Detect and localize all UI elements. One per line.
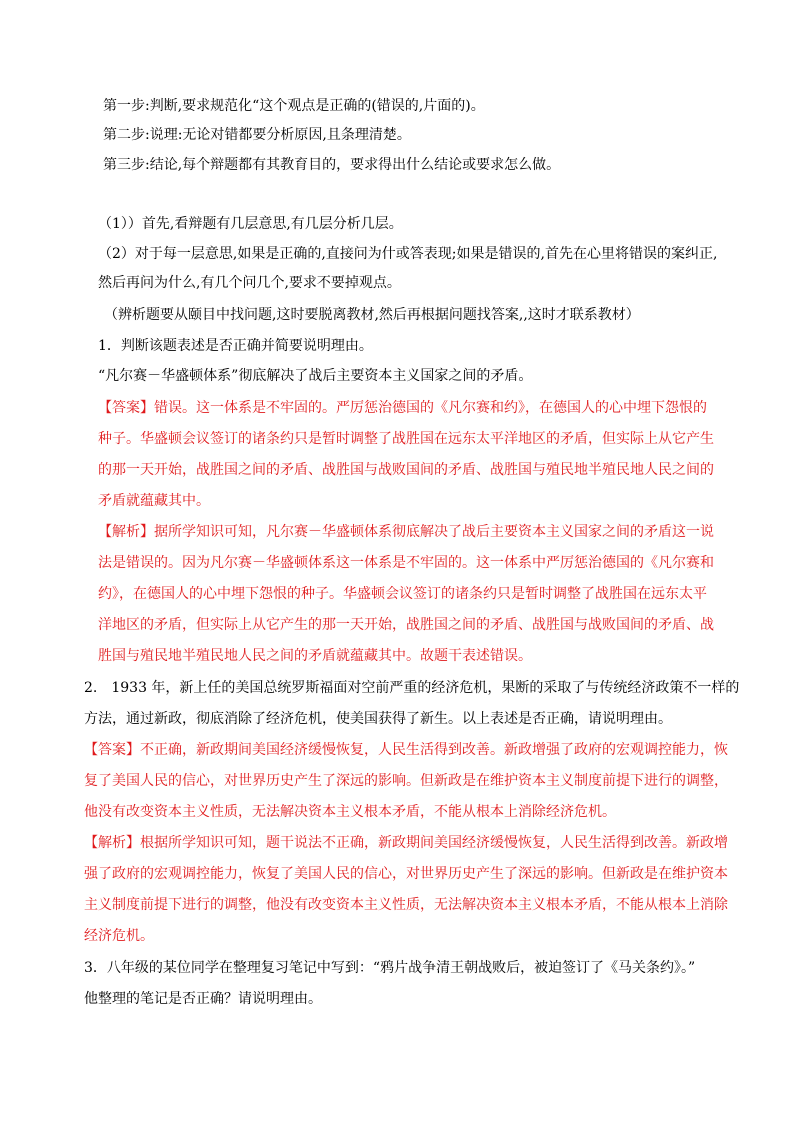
intro-tip-2: （2）对于每一层意思,如果是正确的,直接问为什或答表现;如果是错误的,首先在心里将错误的案纠正, [98, 246, 718, 262]
q1-answer-line-1: 【答案】错误。这一体系是不牢固的。严厉惩治德国的《凡尔赛和约》，在德国人的心中埋下怨恨的 [98, 400, 707, 416]
q2-analysis-line-4: 经济危机。 [84, 928, 154, 944]
q2-answer-line-2: 复了美国人民的信心，对世界历史产生了深远的影响。但新政是在维护资本主义制度前提下进行的调整， [84, 773, 728, 789]
q1-prompt: 1．判断该题表述是否正确并简要说明理由。 [98, 338, 373, 354]
q2-statement-line-1: 2. 1933 年，新上任的美国总统罗斯福面对空前严重的经济危机，果断的采取了与传统经济政策不一样的 [84, 680, 740, 696]
q1-analysis-line-3: 约》，在德国人的心中埋下怨恨的种子。华盛顿会议签订的诸条约只是暂时调整了战胜国在远东太平 [98, 586, 707, 602]
q2-analysis-line-2: 强了政府的宏观调控能力，恢复了美国人民的信心，对世界历史产生了深远的影响。但新政是在维护资本 [84, 866, 728, 882]
intro-step-2: 第二步:说理:无论对错都要分析原因,且条理清楚。 [103, 127, 411, 143]
q1-analysis-line-2: 法是错误的。因为凡尔赛－华盛顿体系这一体系是不牢固的。这一体系中严厉惩治德国的《凡尔赛和 [98, 555, 714, 571]
q3-statement-line-1: 3．八年级的某位同学在整理复习笔记中写到：“鸦片战争清王朝战败后，被迫签订了《马关条约》。” [84, 960, 696, 976]
q1-answer-line-3: 的那一天开始，战胜国之间的矛盾、战胜国与战败国间的矛盾、战胜国与殖民地半殖民地人民之间的 [98, 462, 714, 478]
q1-analysis-line-4: 洋地区的矛盾，但实际上从它产生的那一天开始，战胜国之间的矛盾、战胜国与战败国间的矛盾、战 [98, 617, 714, 633]
q2-answer-line-3: 他没有改变资本主义性质，无法解决资本主义根本矛盾，不能从根本上消除经济危机。 [84, 804, 616, 820]
intro-step-1: 第一步:判断,要求规范化“这个观点是正确的(错误的,片面的)。 [103, 98, 485, 114]
intro-tip-4: （辨析题要从颐目中找问题,这时要脱离教材,然后再根据问题找答案,,这时才联系教材） [104, 307, 640, 323]
q1-answer-line-2: 种子。华盛顿会议签订的诸条约只是暂时调整了战胜国在远东太平洋地区的矛盾，但实际上从它产生 [98, 431, 714, 447]
intro-tip-3: 然后再问为什么,有几个问几个,要求不要掉观点。 [98, 275, 401, 291]
q1-answer-line-4: 矛盾就蕴藏其中。 [98, 493, 210, 509]
q1-analysis-line-5: 胜国与殖民地半殖民地人民之间的矛盾就蕴藏其中。故题干表述错误。 [98, 648, 532, 664]
q2-analysis-line-1: 【解析】根据所学知识可知，题干说法不正确，新政期间美国经济缓慢恢复，人民生活得到改善。新政增 [84, 835, 728, 851]
q2-answer-line-1: 【答案】不正确，新政期间美国经济缓慢恢复，人民生活得到改善。新政增强了政府的宏观调控能力，恢 [84, 742, 728, 758]
q3-statement-line-2: 他整理的笔记是否正确？请说明理由。 [84, 991, 322, 1007]
intro-tip-1: （1））首先,看辩题有几层意思,有几层分析几层。 [98, 216, 403, 232]
q2-statement-line-2: 方法，通过新政，彻底消除了经济危机，使美国获得了新生。以上表述是否正确，请说明理由。 [84, 711, 672, 727]
q2-analysis-line-3: 主义制度前提下进行的调整，他没有改变资本主义性质，无法解决资本主义根本矛盾，不能从根本上消除 [84, 897, 728, 913]
q1-analysis-line-1: 【解析】据所学知识可知，凡尔赛－华盛顿体系彻底解决了战后主要资本主义国家之间的矛盾这一说 [98, 524, 714, 540]
q1-statement: “凡尔赛－华盛顿体系”彻底解决了战后主要资本主义国家之间的矛盾。 [98, 368, 533, 384]
intro-step-3: 第三步:结论,每个辩题都有其教育目的，要求得出什么结论或要求怎么做。 [103, 157, 561, 173]
